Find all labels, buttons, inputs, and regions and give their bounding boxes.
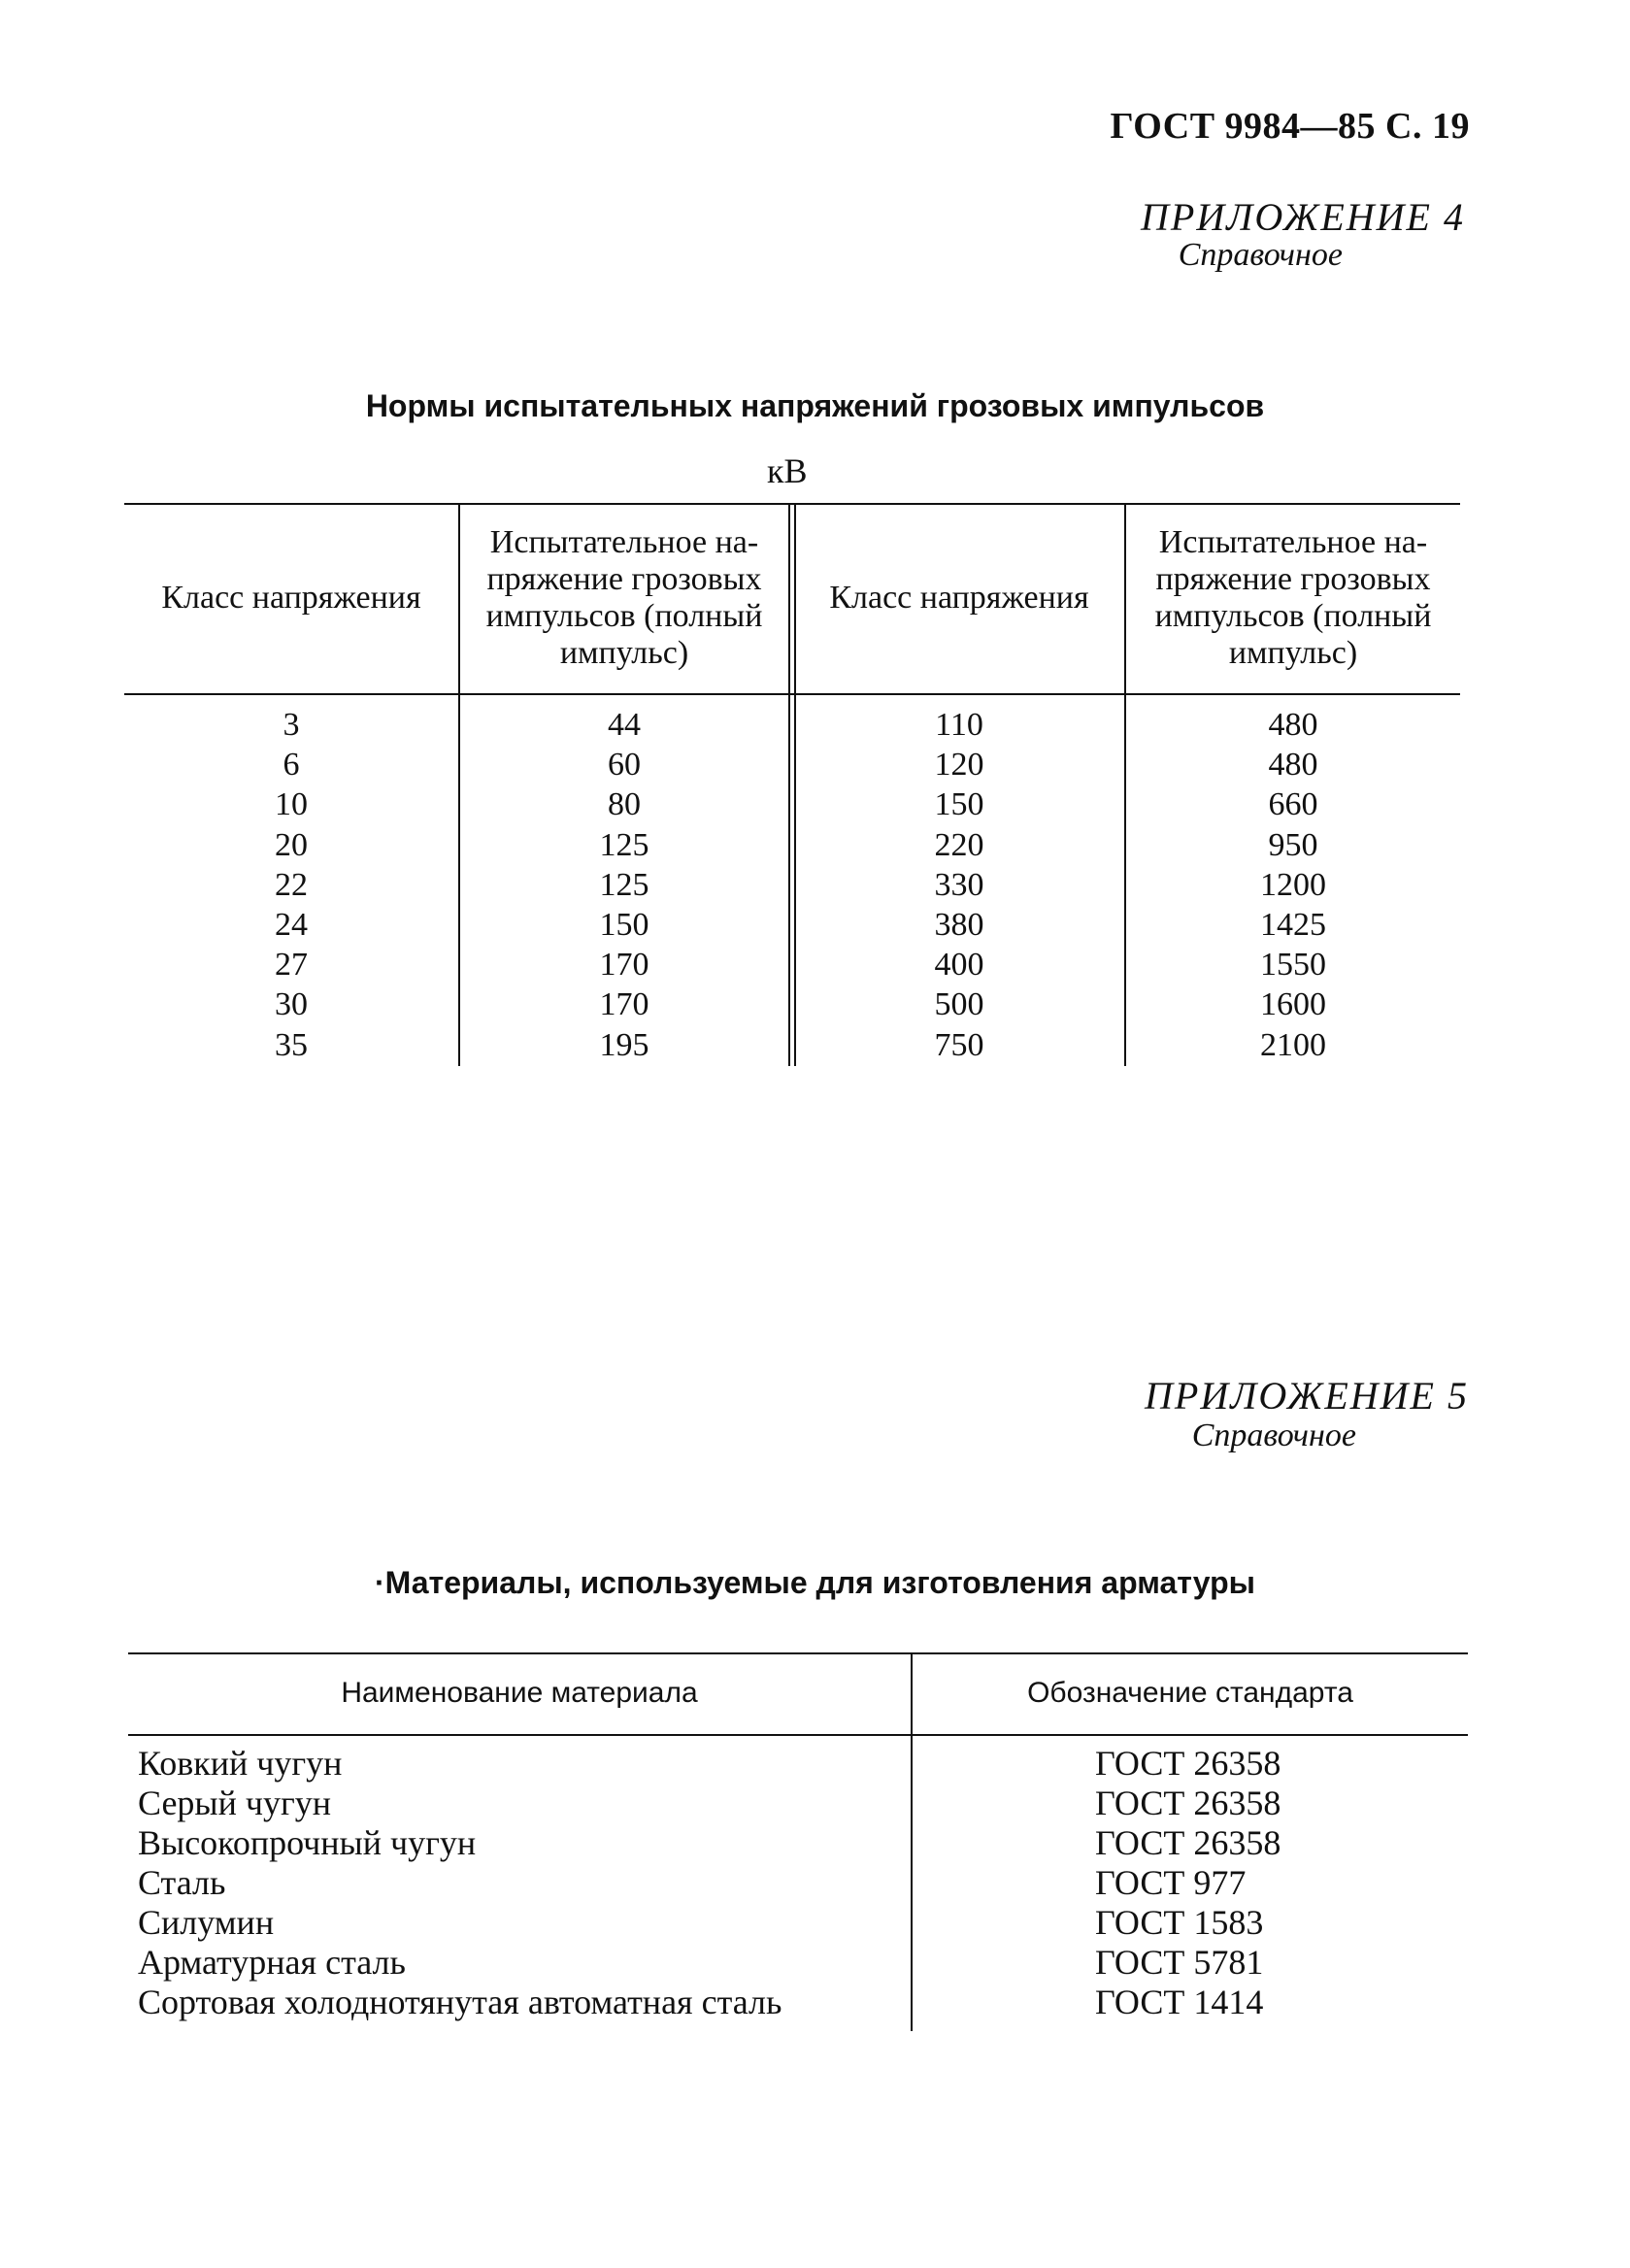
table-cell: ГОСТ 5781 [1095,1943,1264,1982]
table-cell: 10 [275,786,308,823]
column-test-right [1126,705,1460,1065]
column-class-left [124,705,458,1065]
table-cell: 44 [608,707,641,743]
table-cell: Высокопрочный чугун [138,1823,477,1862]
table-cell: 3 [283,707,300,743]
table-cell: ГОСТ 1414 [1095,1983,1264,2021]
table-cell: 30 [275,986,308,1023]
appendix-4-title: ПРИЛОЖЕНИЕ 4 [1141,195,1465,239]
table-cell: 6 [283,747,300,784]
table-cell: 2100 [1260,1026,1326,1063]
table-cell: 27 [275,947,308,984]
table-cell: 125 [599,866,649,903]
table-cell: 125 [599,826,649,863]
table-cell: Сортовая холоднотянутая автоматная сталь [138,1983,782,2021]
table-cell: 170 [599,986,649,1023]
table-cell: Арматурная сталь [138,1943,406,1982]
column-material [138,1744,905,2022]
table-cell: ГОСТ 26358 [1095,1744,1281,1783]
table-cell: 480 [1268,707,1318,743]
column-class-right [794,705,1124,1065]
table-cell: 80 [608,786,641,823]
table-cell: 150 [599,907,649,944]
table-cell: 480 [1268,747,1318,784]
table-cell: 950 [1268,826,1318,863]
header-test-right: Испытательное на- пряжение грозовых импульсов (полный импульс) [1154,524,1432,671]
table-cell: 170 [599,947,649,984]
table-cell: 500 [934,986,984,1023]
table-cell: 330 [934,866,984,903]
appendix-5-title: ПРИЛОЖЕНИЕ 5 [1145,1374,1469,1418]
table-cell: ГОСТ 26358 [1095,1784,1281,1822]
appendix-5-subtitle: Справочное [1191,1418,1356,1453]
table-cell: 150 [934,786,984,823]
appendix-4-table-title: Нормы испытательных напряжений грозовых импульсов [365,388,1265,423]
table-cell: 1425 [1260,907,1326,944]
column-standard [1095,1744,1464,2022]
table-cell: 660 [1268,786,1318,823]
table-cell: 22 [275,866,308,903]
table-cell: 110 [935,707,983,743]
table-cell: Сталь [138,1863,226,1902]
table-cell: 380 [934,907,984,944]
table-cell: 20 [275,826,308,863]
table-cell: 1200 [1260,866,1326,903]
table-cell: 35 [275,1026,308,1063]
table-cell: 195 [599,1026,649,1063]
header-class-left: Класс напряжения [161,580,421,616]
page-header: ГОСТ 9984—85 С. 19 [1110,106,1470,147]
unit-label: кВ [767,451,808,490]
table-cell: 24 [275,907,308,944]
table-cell: Силумин [138,1903,275,1942]
table-cell: 1600 [1260,986,1326,1023]
appendix-5-table-title: ·Материалы, используемые для изготовления арматуры [375,1565,1255,1600]
table-cell: Ковкий чугун [138,1744,343,1783]
table-cell: ГОСТ 26358 [1095,1823,1281,1862]
table-cell: Серый чугун [138,1784,332,1822]
table-cell: 60 [608,747,641,784]
table-cell: ГОСТ 1583 [1095,1903,1264,1942]
table-cell: 750 [934,1026,984,1063]
table-cell: ГОСТ 977 [1095,1863,1247,1902]
table-cell: 1550 [1260,947,1326,984]
header-class-right: Класс напряжения [829,580,1089,616]
header-standard: Обозначение стандарта [1027,1677,1353,1709]
column-test-left [460,705,788,1065]
table-cell: 400 [934,947,984,984]
table-cell: 220 [934,826,984,863]
appendix-4-subtitle: Справочное [1178,237,1343,273]
table-rule-header [128,1734,1468,1736]
header-test-left: Испытательное на- пряжение грозовых импульсов (полный импульс) [485,524,763,671]
header-material: Наименование материала [341,1677,698,1709]
table-cell: 120 [934,747,984,784]
